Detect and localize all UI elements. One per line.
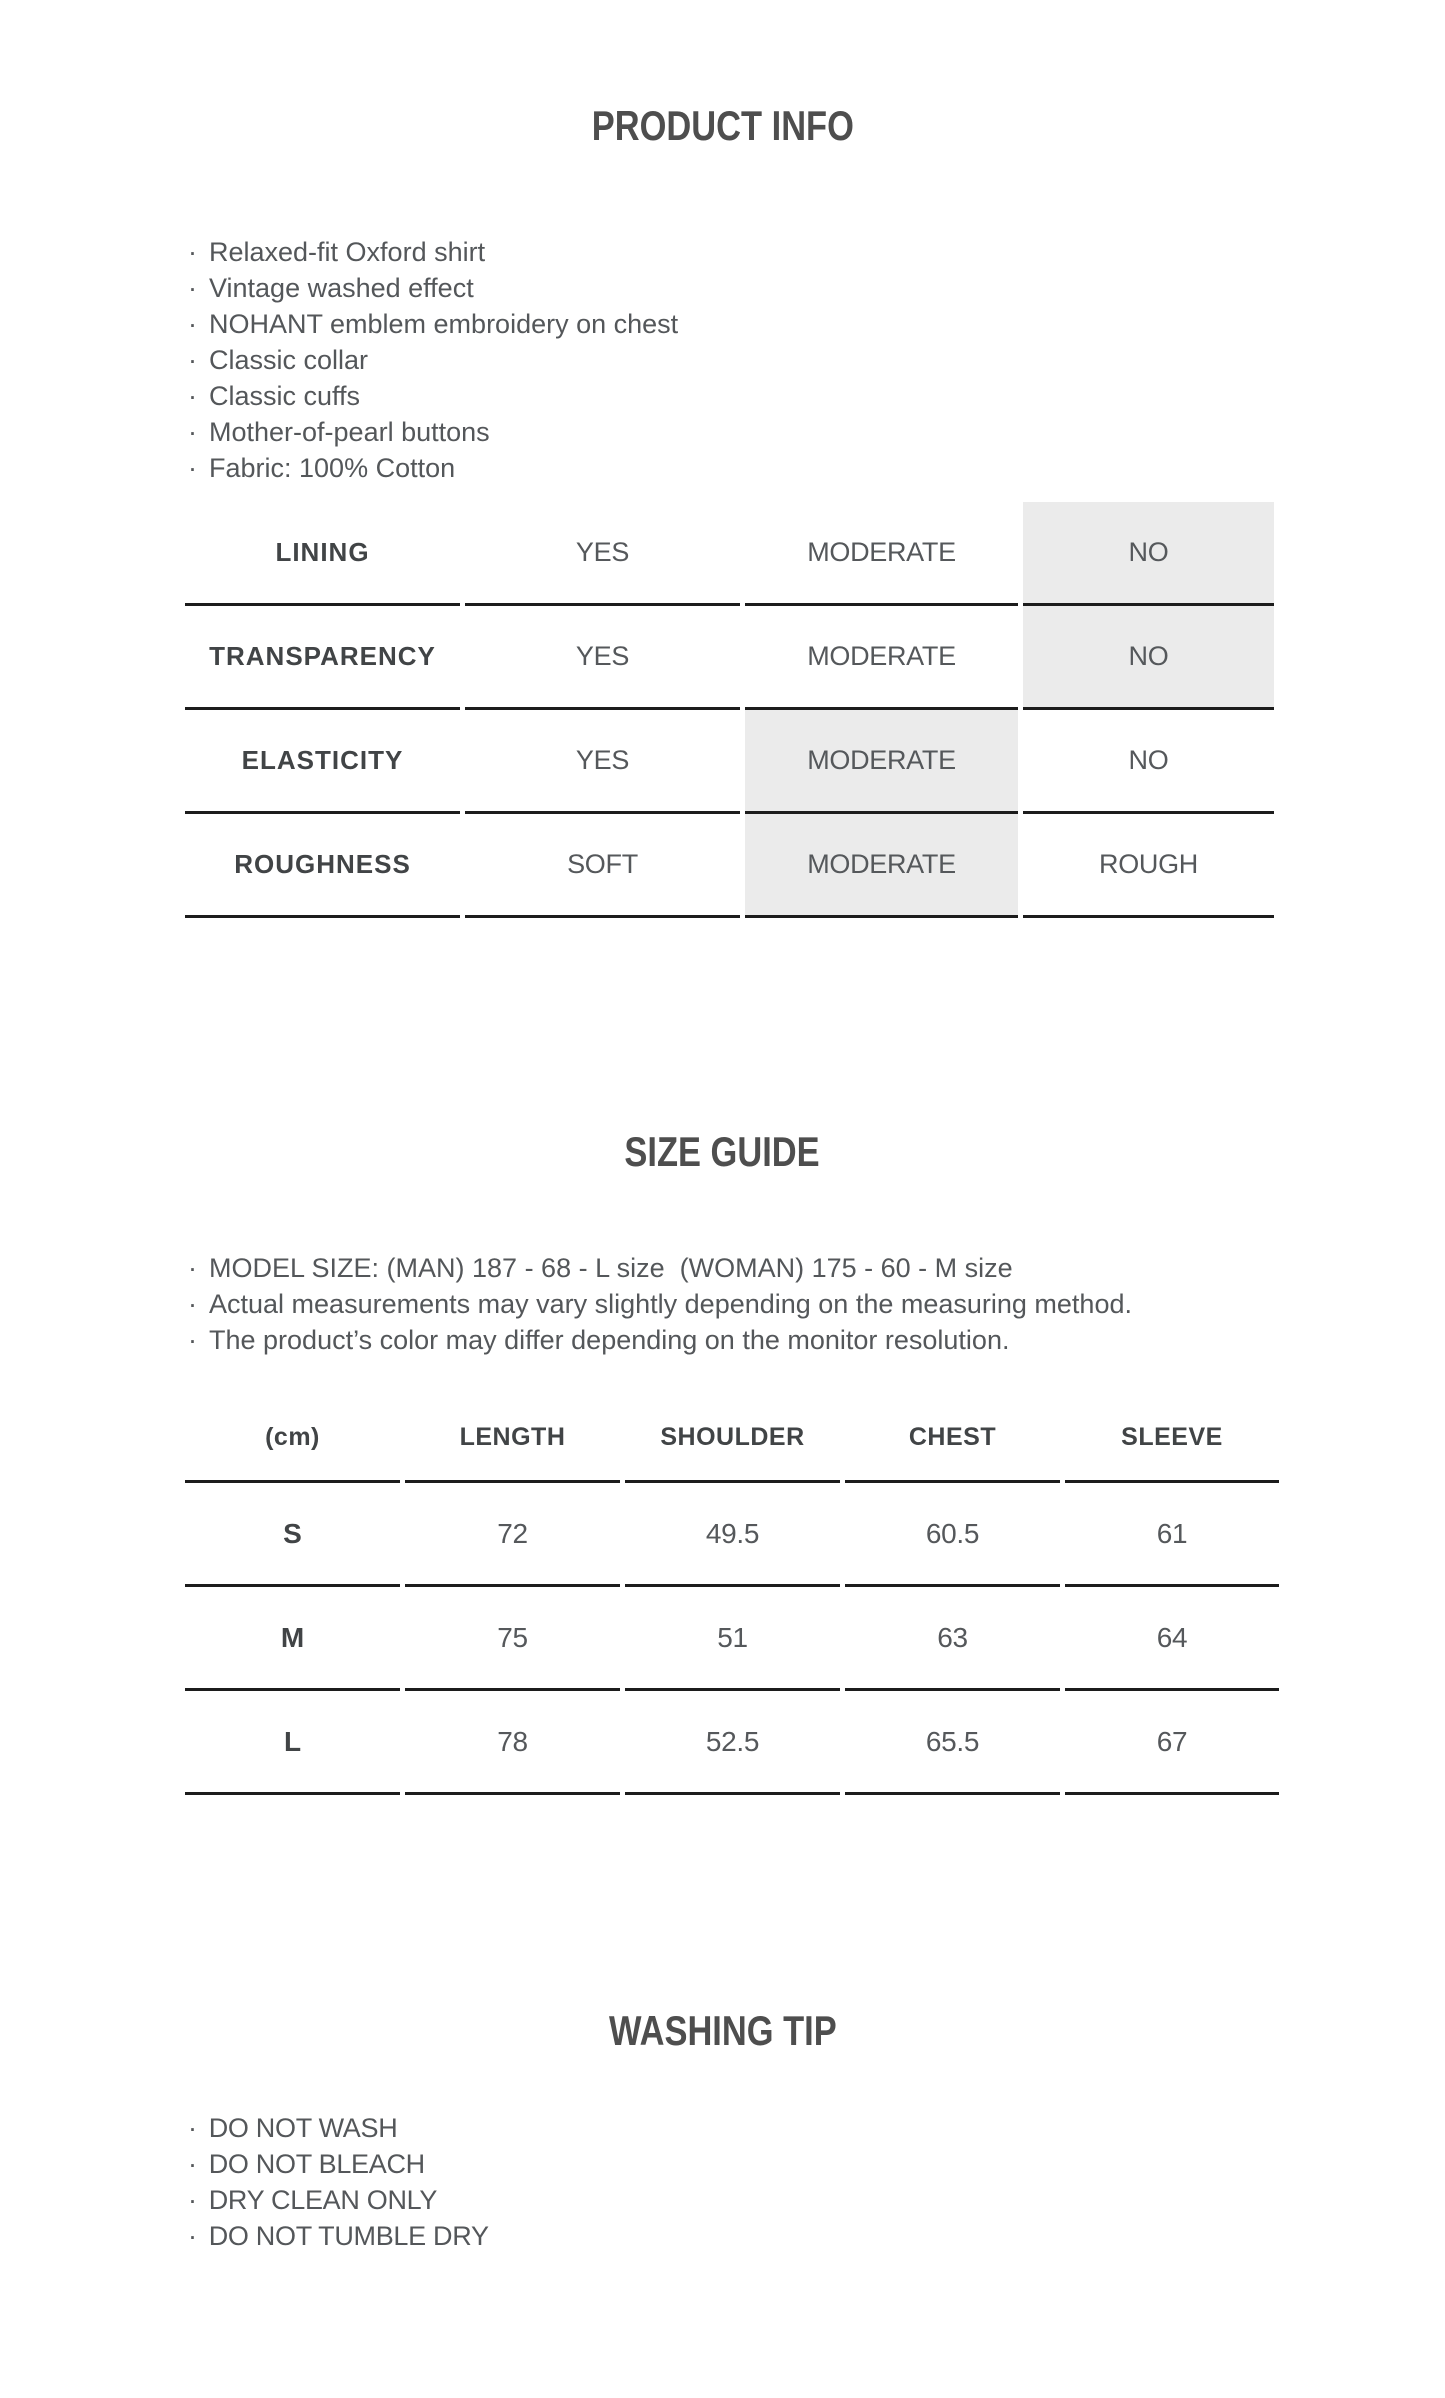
attribute-option: MODERATE [745, 606, 1018, 710]
feature-item: · Classic cuffs [188, 378, 678, 414]
attribute-option: ROUGH [1023, 814, 1274, 918]
washing-instructions-list [188, 2110, 489, 2254]
size-chart-table [180, 1395, 1284, 1795]
attribute-option: NO [1023, 502, 1274, 606]
washing-instruction: · DO NOT TUMBLE DRY [188, 2218, 489, 2254]
attribute-option: YES [465, 606, 740, 710]
size-row-s [185, 1483, 1279, 1587]
note-item: · MODEL SIZE: (MAN) 187 - 68 - L size (WOMAN) 175 - 60 - M size [188, 1250, 1132, 1286]
feature-item: · Vintage washed effect [188, 270, 678, 306]
measurement-value: 72 [405, 1483, 620, 1587]
measurement-value: 63 [845, 1587, 1060, 1691]
attribute-label: ROUGHNESS [185, 814, 460, 918]
attribute-label: TRANSPARENCY [185, 606, 460, 710]
size-label: S [185, 1483, 400, 1587]
size-guide-title-text: SIZE GUIDE [624, 1128, 821, 1175]
feature-item: · Classic collar [188, 342, 678, 378]
size-row-m [185, 1587, 1279, 1691]
feature-item: · Fabric: 100% Cotton [188, 450, 678, 486]
washing-tip-title [0, 2007, 1445, 2054]
size-row-l [185, 1691, 1279, 1795]
product-info-title-text: PRODUCT INFO [591, 102, 854, 149]
attribute-option: MODERATE [745, 710, 1018, 814]
measurement-value: 61 [1065, 1483, 1279, 1587]
attribute-option: NO [1023, 710, 1274, 814]
attribute-label: ELASTICITY [185, 710, 460, 814]
washing-tip-title-text: WASHING TIP [608, 2007, 837, 2054]
attribute-option: YES [465, 710, 740, 814]
attribute-option: NO [1023, 606, 1274, 710]
unit-header: (cm) [185, 1395, 400, 1483]
column-header-chest: CHEST [845, 1395, 1060, 1483]
attribute-row-lining [185, 502, 1274, 606]
attribute-row-roughness [185, 814, 1274, 918]
product-feature-list [188, 234, 678, 486]
washing-instruction: · DO NOT WASH [188, 2110, 489, 2146]
feature-item: · NOHANT emblem embroidery on chest [188, 306, 678, 342]
size-label: L [185, 1691, 400, 1795]
attribute-option: SOFT [465, 814, 740, 918]
washing-instruction: · DO NOT BLEACH [188, 2146, 489, 2182]
measurement-value: 51 [625, 1587, 840, 1691]
product-info-title [0, 102, 1445, 149]
column-header-length: LENGTH [405, 1395, 620, 1483]
measurement-value: 67 [1065, 1691, 1279, 1795]
attribute-label: LINING [185, 502, 460, 606]
measurement-value: 78 [405, 1691, 620, 1795]
measurement-value: 52.5 [625, 1691, 840, 1795]
attribute-option: MODERATE [745, 502, 1018, 606]
column-header-sleeve: SLEEVE [1065, 1395, 1279, 1483]
measurement-value: 49.5 [625, 1483, 840, 1587]
note-item: · Actual measurements may vary slightly depending on the measuring method. [188, 1286, 1132, 1322]
attribute-option: MODERATE [745, 814, 1018, 918]
column-header-shoulder: SHOULDER [625, 1395, 840, 1483]
attribute-row-transparency [185, 606, 1274, 710]
attribute-option: YES [465, 502, 740, 606]
size-chart-header-row [185, 1395, 1279, 1483]
feature-item: · Mother-of-pearl buttons [188, 414, 678, 450]
size-guide-notes [188, 1250, 1132, 1358]
note-item: · The product’s color may differ depending on the monitor resolution. [188, 1322, 1132, 1358]
measurement-value: 75 [405, 1587, 620, 1691]
size-label: M [185, 1587, 400, 1691]
measurement-value: 60.5 [845, 1483, 1060, 1587]
feature-item: · Relaxed-fit Oxford shirt [188, 234, 678, 270]
size-guide-title [0, 1128, 1445, 1175]
measurement-value: 65.5 [845, 1691, 1060, 1795]
fabric-attributes-table [180, 502, 1279, 918]
attribute-row-elasticity [185, 710, 1274, 814]
washing-instruction: · DRY CLEAN ONLY [188, 2182, 489, 2218]
measurement-value: 64 [1065, 1587, 1279, 1691]
